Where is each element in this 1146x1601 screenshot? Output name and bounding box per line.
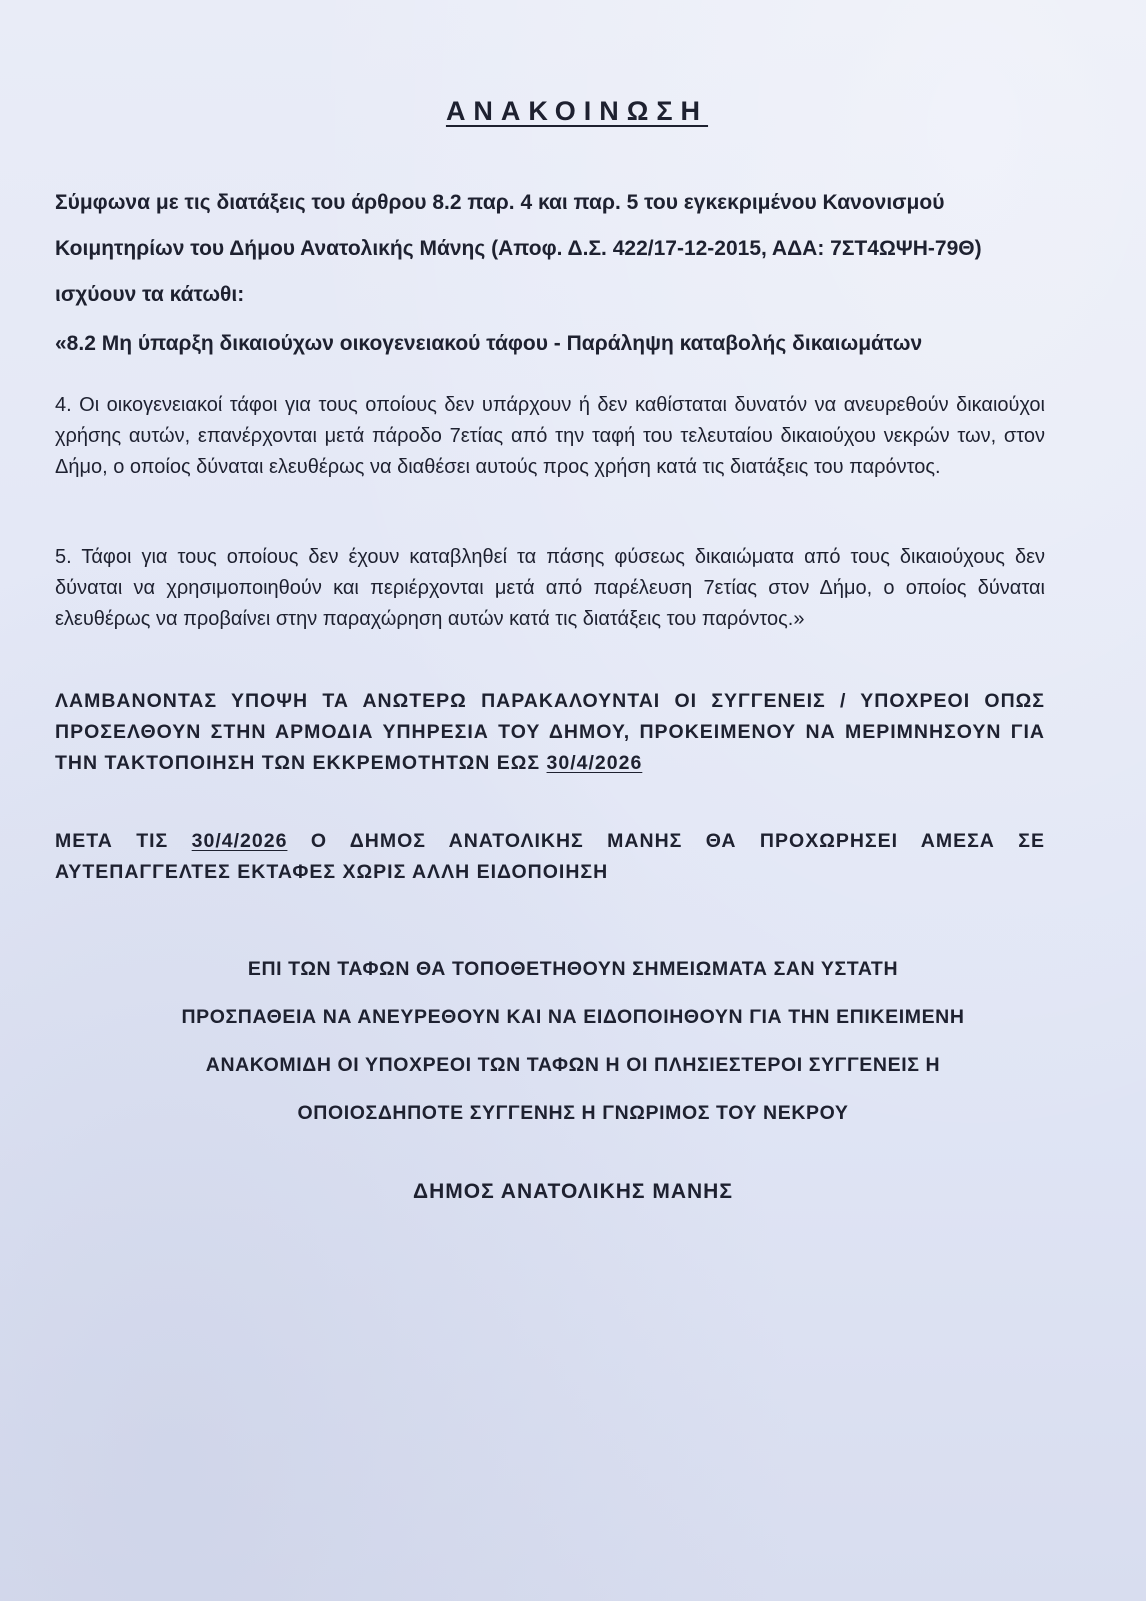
relatives-notice-text: ΛΑΜΒΑΝΟΝΤΑΣ ΥΠΟΨΗ ΤΑ ΑΝΩΤΕΡΩ ΠΑΡΑΚΑΛΟΥΝΤΑΙ ΟΙ ΣΥΓΓΕΝΕΙΣ / ΥΠΟΧΡΕΟΙ ΟΠΩΣ ΠΡΟΣΕΛΘΟΥΝ ΣΤΗΝ ΑΡΜΟΔΙΑ ΥΠΗΡΕΣΙΑ ΤΟΥ ΔΗΜΟΥ, ΠΡΟΚΕΙΜΕΝΟΥ ΝΑ ΜΕΡΙΜΝΗΣΟΥΝ ΓΙΑ ΤΗΝ ΤΑΚΤΟΠΟΙΗΣΗ ΤΩΝ ΕΚΚΡΕΜΟΤΗΤΩΝ ΕΩΣ: [55, 690, 1045, 774]
exhumation-notice-after: Ο ΔΗΜΟΣ ΑΝΑΤΟΛΙΚΗΣ ΜΑΝΗΣ ΘΑ ΠΡΟΧΩΡΗΣΕΙ ΑΜΕΣΑ ΣΕ ΑΥΤΕΠΑΓΓΕΛΤΕΣ ΕΚΤΑΦΕΣ ΧΩΡΙΣ ΑΛΛΗ ΕΙΔΟΠΟΙΗΣΗ: [55, 830, 1045, 883]
notice-title-wrapper: [0, 96, 1146, 127]
article-paragraph-4: 4. Οι οικογενειακοί τάφοι για τους οποίους δεν υπάρχουν ή δεν καθίσταται δυνατόν να ανευρεθούν δικαιούχοι χρήσης αυτών, επανέρχονται μετά πάροδο 7ετίας από την ταφή του τελευταίου δικαιούχου νεκρών των, στον Δήμο, ο οποίος δύναται ελευθέρως να διαθέσει αυτούς προς χρήση κατά τις διατάξεις του παρόντος.: [55, 394, 1045, 478]
notes-notice-line-3: ΑΝΑΚΟΜΙΔΗ ΟΙ ΥΠΟΧΡΕΟΙ ΤΩΝ ΤΑΦΩΝ Η ΟΙ ΠΛΗΣΙΕΣΤΕΡΟΙ ΣΥΓΓΕΝΕΙΣ Η: [205, 1054, 941, 1076]
exhumation-notice-before: ΜΕΤΑ ΤΙΣ: [55, 830, 169, 852]
deadline-date: 30/4/2026: [546, 752, 643, 774]
exhumation-notice: [55, 826, 1045, 888]
intro-paragraph: Σύμφωνα με τις διατάξεις του άρθρου 8.2 παρ. 4 και παρ. 5 του εγκεκριμένου Κανονισμού Κοιμητηρίων του Δήμου Ανατολικής Μάνης (Αποφ. Δ.Σ. 422/17-12-2015, ΑΔΑ: 7ΣΤ4ΩΨΗ-79Θ) ισχύουν τα κάτωθι:: [55, 191, 982, 306]
article-paragraph-5: 5. Τάφοι για τους οποίους δεν έχουν καταβληθεί τα πάσης φύσεως δικαιώματα από τους δικαιούχους δεν δύναται να χρησιμοποιηθούν και περιέρχονται μετά από παρέλευση 7ετίας στον Δήμο, ο οποίος δύναται ελευθέρως να προβαίνει στην παραχώρηση αυτών κατά τις διατάξεις του παρόντος.»: [55, 546, 1045, 630]
notes-notice-line-4: ΟΠΟΙΟΣΔΗΠΟΤΕ ΣΥΓΓΕΝΗΣ Η ΓΝΩΡΙΜΟΣ ΤΟΥ ΝΕΚΡΟΥ: [297, 1102, 849, 1124]
notes-notice-line-1: ΕΠΙ ΤΩΝ ΤΑΦΩΝ ΘΑ ΤΟΠΟΘΕΤΗΘΟΥΝ ΣΗΜΕΙΩΜΑΤΑ ΣΑΝ ΥΣΤΑΤΗ: [247, 958, 899, 980]
signature: ΔΗΜΟΣ ΑΝΑΤΟΛΙΚΗΣ ΜΑΝΗΣ: [413, 1180, 733, 1203]
relatives-notice: [55, 686, 1045, 779]
notes-notice-line-2: ΠΡΟΣΠΑΘΕΙΑ ΝΑ ΑΝΕΥΡΕΘΟΥΝ ΚΑΙ ΝΑ ΕΙΔΟΠΟΙΗΘΟΥΝ ΓΙΑ ΤΗΝ ΕΠΙΚΕΙΜΕΝΗ: [181, 1006, 965, 1028]
exhumation-deadline-date: 30/4/2026: [191, 830, 288, 852]
notice-title: ΑΝΑΚΟΙΝΩΣΗ: [445, 96, 709, 126]
notes-notice: [55, 945, 1091, 1137]
article-heading: «8.2 Μη ύπαρξη δικαιούχων οικογενειακού τάφου - Παράληψη καταβολής δικαιωμάτων: [55, 332, 923, 355]
